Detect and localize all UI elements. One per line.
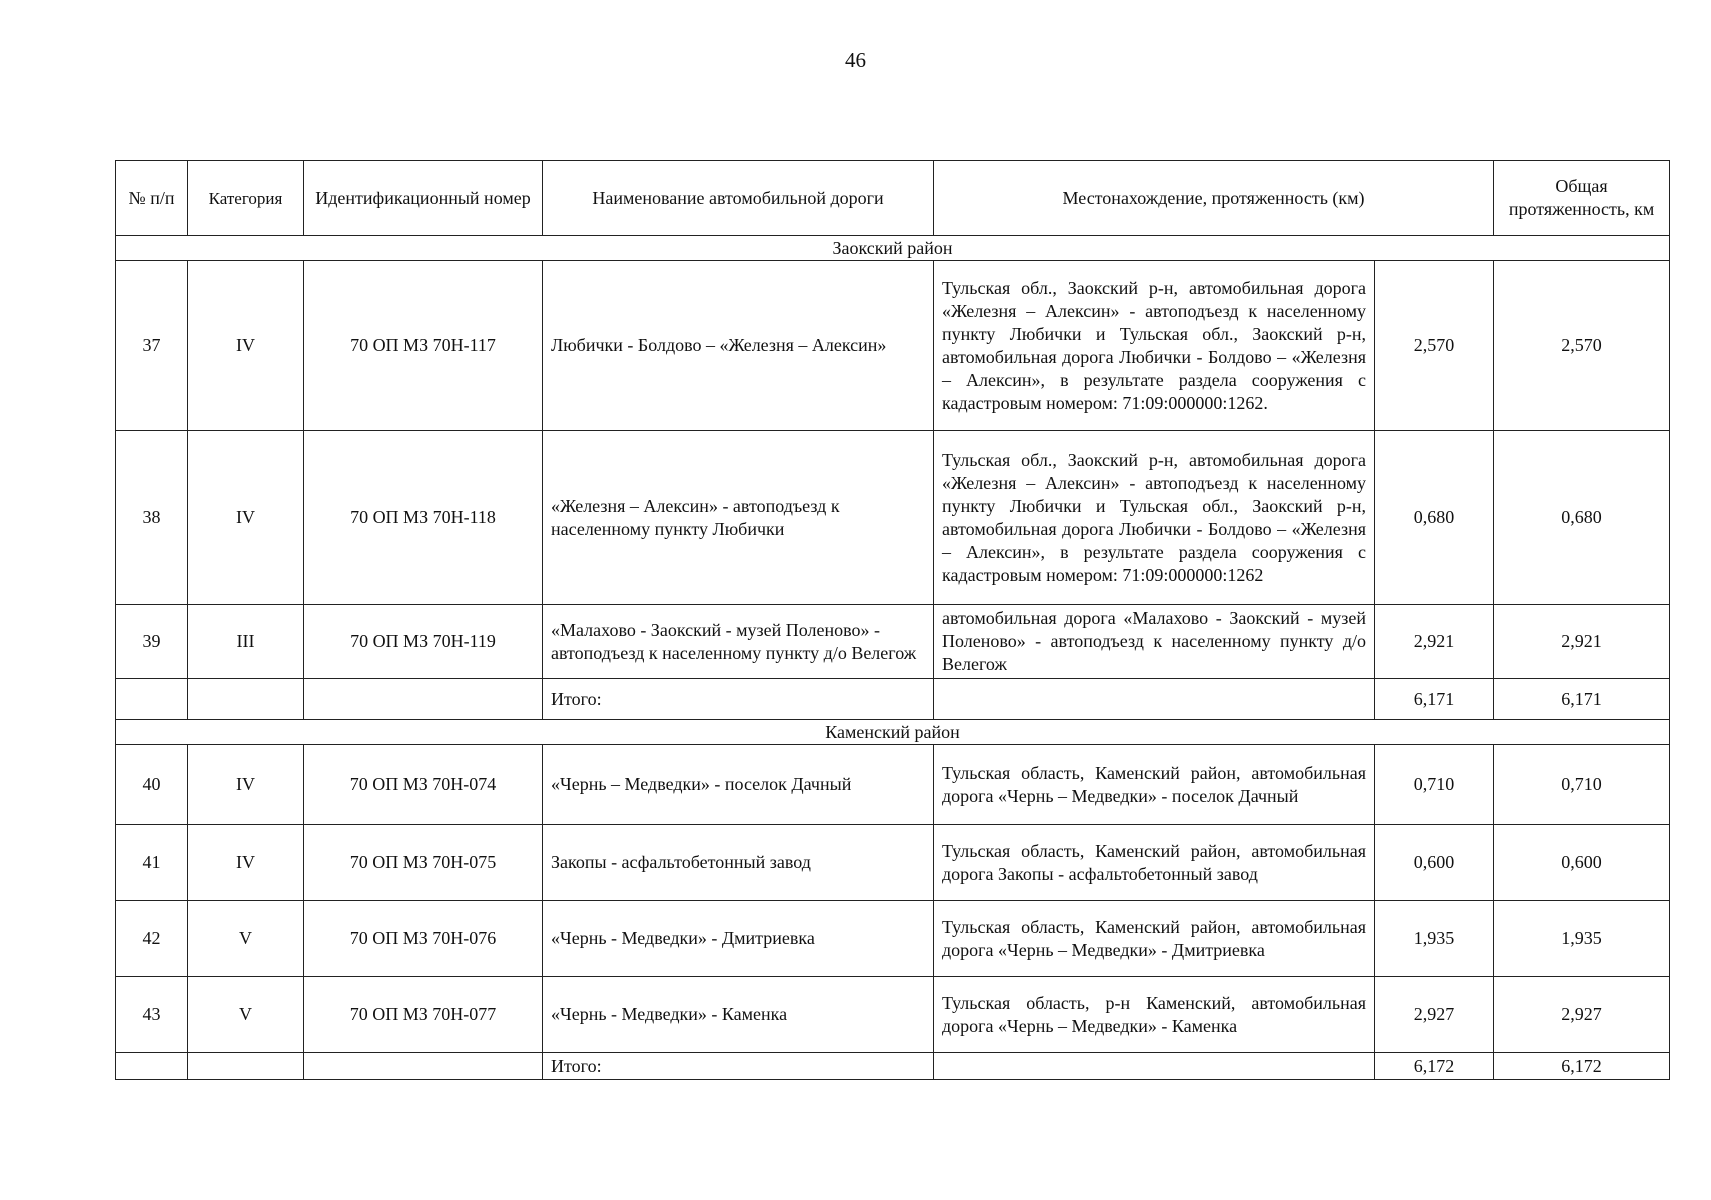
total-label: Итого: <box>543 679 934 720</box>
row-location: Тульская область, Каменский район, автомобильная дорога Закопы - асфальтобетонный завод <box>934 825 1375 901</box>
row-length: 0,710 <box>1375 745 1494 825</box>
row-id: 70 ОП МЗ 70Н-119 <box>304 605 543 679</box>
row-road-name: «Железня – Алексин» - автоподъезд к населенному пункту Любички <box>543 431 934 605</box>
row-road-name: «Чернь - Медведки» - Каменка <box>543 977 934 1053</box>
total-row <box>116 679 1670 720</box>
empty-cell <box>934 1053 1375 1080</box>
row-length: 2,921 <box>1375 605 1494 679</box>
roads-table <box>115 160 1670 1080</box>
row-id: 70 ОП МЗ 70Н-118 <box>304 431 543 605</box>
total-row <box>116 1053 1670 1080</box>
row-total: 0,600 <box>1494 825 1670 901</box>
total-total: 6,172 <box>1494 1053 1670 1080</box>
empty-cell <box>188 1053 304 1080</box>
district-name: Каменский район <box>116 720 1670 745</box>
header-category: Категория <box>188 161 304 236</box>
table-row <box>116 431 1670 605</box>
district-row <box>116 720 1670 745</box>
table-row <box>116 825 1670 901</box>
row-num: 38 <box>116 431 188 605</box>
row-length: 0,680 <box>1375 431 1494 605</box>
row-location: Тульская область, Каменский район, автомобильная дорога «Чернь – Медведки» - Дмитриевка <box>934 901 1375 977</box>
row-road-name: Любички - Болдово – «Железня – Алексин» <box>543 261 934 431</box>
row-total: 2,570 <box>1494 261 1670 431</box>
empty-cell <box>116 679 188 720</box>
row-category: IV <box>188 431 304 605</box>
table-row <box>116 901 1670 977</box>
row-id: 70 ОП МЗ 70Н-075 <box>304 825 543 901</box>
row-id: 70 ОП МЗ 70Н-077 <box>304 977 543 1053</box>
row-length: 1,935 <box>1375 901 1494 977</box>
empty-cell <box>188 679 304 720</box>
row-road-name: Закопы - асфальтобетонный завод <box>543 825 934 901</box>
row-id: 70 ОП МЗ 70Н-074 <box>304 745 543 825</box>
row-total: 1,935 <box>1494 901 1670 977</box>
row-total: 2,921 <box>1494 605 1670 679</box>
row-location: автомобильная дорога «Малахово - Заокский - музей Поленово» - автоподъезд к населенному пункту д/о Велегож <box>934 605 1375 679</box>
row-total: 0,680 <box>1494 431 1670 605</box>
row-location: Тульская обл., Заокский р-н, автомобильная дорога «Железня – Алексин» - автоподъезд к населенному пункту Любички и Тульская обл., Заокский р-н, автомобильная дорога Любички - Болдово – «Железня – Алексин», в результате раздела сооружения с кадастровым номером: 71:09:000000:1262 <box>934 431 1375 605</box>
empty-cell <box>304 1053 543 1080</box>
district-name: Заокский район <box>116 236 1670 261</box>
empty-cell <box>116 1053 188 1080</box>
row-num: 37 <box>116 261 188 431</box>
row-total: 0,710 <box>1494 745 1670 825</box>
row-road-name: «Чернь – Медведки» - поселок Дачный <box>543 745 934 825</box>
header-total-length: Общая протяженность, км <box>1494 161 1670 236</box>
total-label: Итого: <box>543 1053 934 1080</box>
table-row <box>116 745 1670 825</box>
row-category: V <box>188 901 304 977</box>
row-length: 2,570 <box>1375 261 1494 431</box>
row-length: 0,600 <box>1375 825 1494 901</box>
header-num: № п/п <box>116 161 188 236</box>
header-road-name: Наименование автомобильной дороги <box>543 161 934 236</box>
row-length: 2,927 <box>1375 977 1494 1053</box>
total-length: 6,171 <box>1375 679 1494 720</box>
row-id: 70 ОП МЗ 70Н-076 <box>304 901 543 977</box>
total-total: 6,171 <box>1494 679 1670 720</box>
header-row <box>116 161 1670 236</box>
row-num: 39 <box>116 605 188 679</box>
row-category: III <box>188 605 304 679</box>
row-category: IV <box>188 825 304 901</box>
header-location: Местонахождение, протяженность (км) <box>934 161 1494 236</box>
table-row <box>116 605 1670 679</box>
row-num: 42 <box>116 901 188 977</box>
row-num: 41 <box>116 825 188 901</box>
district-row <box>116 236 1670 261</box>
header-id-number: Идентификационный номер <box>304 161 543 236</box>
table-row <box>116 261 1670 431</box>
row-category: IV <box>188 261 304 431</box>
row-road-name: «Чернь - Медведки» - Дмитриевка <box>543 901 934 977</box>
row-location: Тульская область, р-н Каменский, автомобильная дорога «Чернь – Медведки» - Каменка <box>934 977 1375 1053</box>
row-num: 40 <box>116 745 188 825</box>
table-row <box>116 977 1670 1053</box>
row-total: 2,927 <box>1494 977 1670 1053</box>
page-number: 46 <box>845 48 866 72</box>
total-length: 6,172 <box>1375 1053 1494 1080</box>
row-category: V <box>188 977 304 1053</box>
row-road-name: «Малахово - Заокский - музей Поленово» - автоподъезд к населенному пункту д/о Велегож <box>543 605 934 679</box>
row-location: Тульская область, Каменский район, автомобильная дорога «Чернь – Медведки» - поселок Дачный <box>934 745 1375 825</box>
row-id: 70 ОП МЗ 70Н-117 <box>304 261 543 431</box>
empty-cell <box>304 679 543 720</box>
row-num: 43 <box>116 977 188 1053</box>
row-category: IV <box>188 745 304 825</box>
row-location: Тульская обл., Заокский р-н, автомобильная дорога «Железня – Алексин» - автоподъезд к населенному пункту Любички и Тульская обл., Заокский р-н, автомобильная дорога Любички - Болдово – «Железня – Алексин», в результате раздела сооружения с кадастровым номером: 71:09:000000:1262. <box>934 261 1375 431</box>
empty-cell <box>934 679 1375 720</box>
